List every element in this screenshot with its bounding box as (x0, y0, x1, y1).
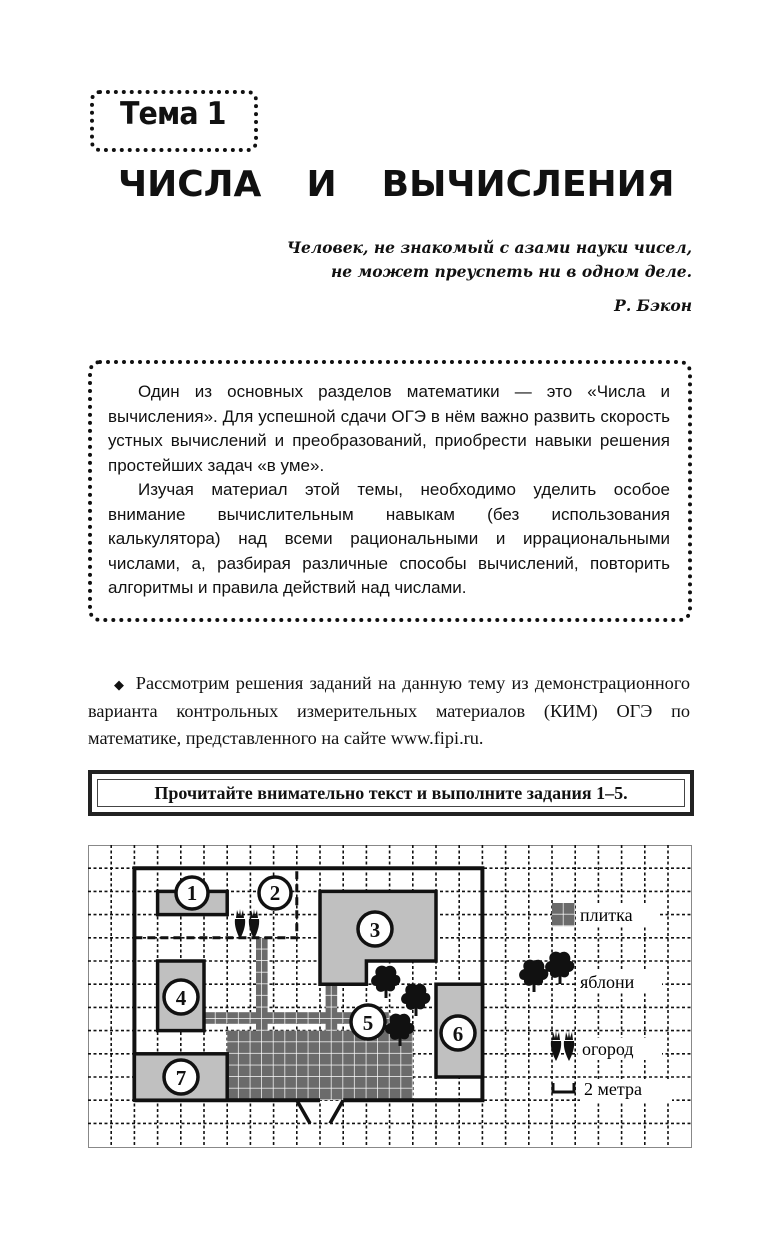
lead-text: Рассмотрим решения заданий на данную тему из демонстрационного варианта контрольных измерительных материалов (КИМ) ОГЭ по математике, представленного на сайте www.fipi.ru. (88, 673, 691, 748)
epigraph-line-2: не может преуспеть ни в одном деле. (330, 262, 692, 281)
intro-paragraph-1: Один из основных разделов математики — это «Числа и вычисления». Для успешной сдачи ОГЭ в нём важно развить скорость устных вычислений и преобразований, приобрести навыки решения простейших задач «в уме». (108, 382, 670, 475)
legend-garden-label: огород (582, 1039, 634, 1059)
tile-path-vertical-2 (326, 984, 338, 1030)
legend-tile-label: плитка (580, 905, 633, 925)
diamond-bullet-icon: ◆ (114, 677, 126, 692)
topic-badge (90, 90, 258, 152)
topic-label: Тема 1 (120, 96, 226, 132)
task-instruction: Прочитайте внимательно текст и выполните задания 1–5. (154, 782, 628, 803)
legend-scale-label: 2 метра (584, 1079, 642, 1099)
svg-text:2: 2 (269, 881, 281, 905)
svg-text:1: 1 (186, 881, 198, 905)
legend-apple-trees-label: яблони (580, 972, 635, 992)
epigraph-line-1: Человек, не знакомый с азами науки чисел, (286, 238, 692, 257)
task-instruction-box (88, 770, 694, 816)
svg-text:4: 4 (175, 986, 187, 1010)
epigraph (287, 236, 692, 318)
svg-text:6: 6 (452, 1022, 464, 1046)
legend-tile-swatch (552, 903, 575, 926)
plot-diagram (88, 845, 692, 1153)
svg-text:7: 7 (175, 1066, 187, 1090)
intro-box (88, 360, 692, 622)
section-title: ЧИСЛА И ВЫЧИСЛЕНИЯ (118, 164, 675, 205)
svg-text:5: 5 (362, 1011, 374, 1035)
tiled-plaza (227, 1031, 413, 1101)
lead-paragraph (88, 670, 691, 752)
epigraph-author: Р. Бэкон (614, 296, 692, 315)
svg-text:3: 3 (369, 918, 381, 942)
intro-paragraph-2: Изучая материал этой темы, необходимо уделить особое внимание вычислительным навыкам (без использования калькулятора) над всеми рациональными и иррациональными числами, а, разбирая различные способы вычислений, повторить алгоритмы и правила действий над числами. (108, 480, 670, 597)
